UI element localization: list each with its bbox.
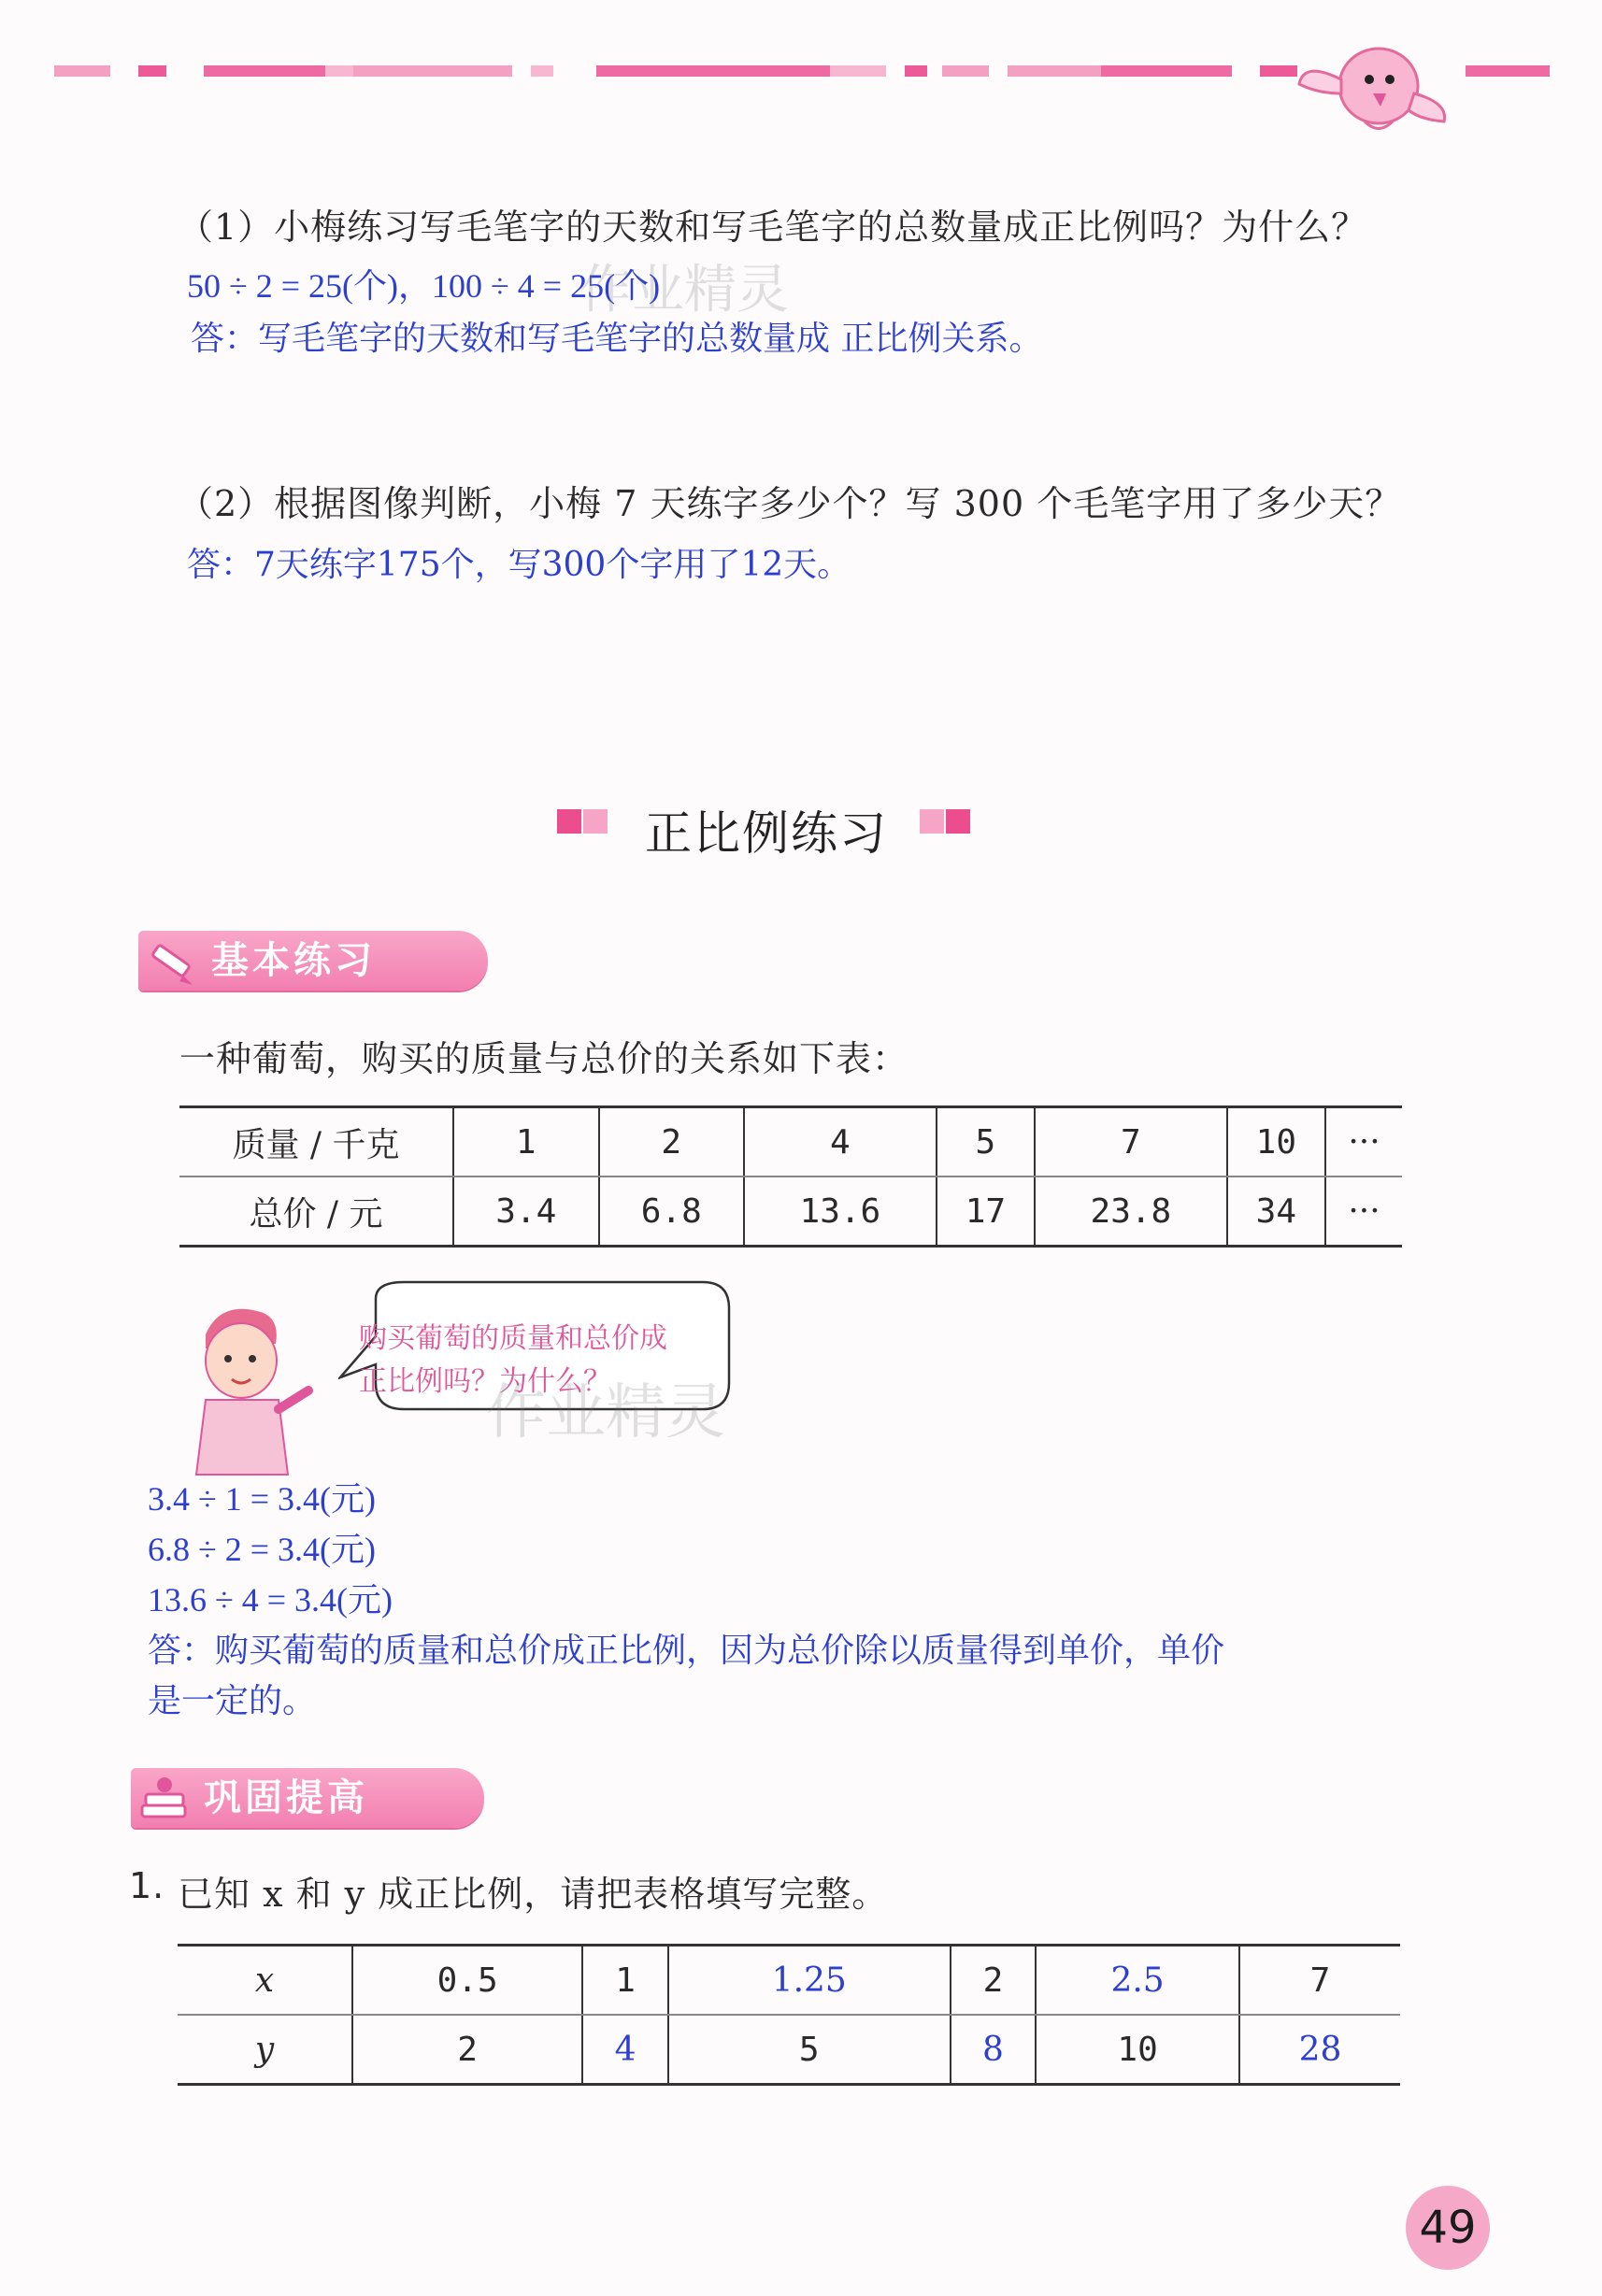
table-cell: 2 [951,1946,1037,2016]
pencil-icon [146,936,198,989]
xy-table [178,1944,1400,2086]
question-1: （1）小梅练习写毛笔字的天数和写毛笔字的总数量成正比例吗？为什么？ [178,207,1368,248]
table-cell: 10 [1227,1107,1325,1177]
advance-practice-label: 巩固提高 [204,1776,368,1819]
table-cell: 7 [1035,1107,1227,1177]
table-cell: 7 [1239,1946,1400,2016]
bubble-line-1: 购买葡萄的质量和总价成 [359,1322,667,1355]
table-row-price [179,1177,1402,1247]
table-cell: 3.4 [453,1177,599,1247]
table-cell: 2 [599,1107,745,1177]
basic-practice-tag [138,931,488,991]
table-row-x [178,1946,1400,2016]
bird-mascot-icon [1294,28,1453,150]
basic-answer-line-2: 6.8 ÷ 2 = 3.4(元) [148,1531,377,1568]
table-cell: 13.6 [744,1177,937,1247]
table-cell: 23.8 [1035,1177,1227,1247]
table-cell-filled: 28 [1239,2015,1400,2085]
table-cell: 34 [1227,1177,1325,1247]
question-1-calculation: 50 ÷ 2 = 25(个)，100 ÷ 4 = 25(个) [187,267,661,305]
table-cell-filled: 8 [951,2015,1037,2085]
table-cell: 17 [937,1177,1035,1247]
heading-square-left [557,809,581,834]
advance-practice-tag [131,1768,484,1828]
grape-price-table [179,1105,1402,1248]
table-cell: 10 [1036,2015,1239,2085]
table-cell: 2 [352,2015,582,2085]
question-1-answer: 答：写毛笔字的天数和写毛笔字的总数量成 正比例关系。 [191,320,1043,358]
table-cell: 5 [937,1107,1035,1177]
watermark-2: 作业精灵 [486,1378,725,1447]
question-2-answer: 答：7天练字175个，写300个字用了12天。 [187,546,851,584]
watermark-1: 作业精灵 [579,260,789,321]
boy-illustration [168,1297,318,1493]
table-cell: ··· [1325,1107,1402,1177]
heading-square-right-light [920,809,944,834]
basic-intro: 一种葡萄，购买的质量与总价的关系如下表： [179,1038,909,1079]
exercise-1-text: 已知 x 和 y 成正比例，请把表格填写完整。 [178,1874,889,1915]
table-cell: 总价 / 元 [179,1177,453,1247]
basic-answer-line-3: 13.6 ÷ 4 = 3.4(元) [148,1581,393,1619]
exercise-1-number: 1. [129,1865,165,1906]
basic-answer-line-4: 答：购买葡萄的质量和总价成正比例，因为总价除以质量得到单价，单价 [148,1632,1225,1670]
heading-square-left-light [583,809,608,834]
table-cell: 6.8 [599,1177,745,1247]
table-cell: 0.5 [352,1946,582,2016]
question-2: （2）根据图像判断，小梅 7 天练字多少个？写 300 个毛笔字用了多少天？ [178,483,1402,524]
table-cell: 质量 / 千克 [179,1107,453,1177]
section-title: 正比例练习 [645,806,888,861]
table-cell: ··· [1325,1177,1402,1247]
page-number: 49 [1406,2186,1490,2270]
table-cell: 5 [668,2015,951,2085]
table-cell: x [178,1946,352,2016]
table-cell-filled: 1.25 [668,1946,951,2016]
basic-answer-line-5: 是一定的。 [148,1682,317,1720]
basic-answer-line-1: 3.4 ÷ 1 = 3.4(元) [148,1480,377,1518]
basic-practice-label: 基本练习 [211,939,376,982]
table-cell-filled: 2.5 [1036,1946,1239,2016]
heading-square-right [946,809,970,834]
table-cell: 4 [744,1107,937,1177]
table-cell-filled: 4 [582,2015,668,2085]
books-icon [138,1774,191,1826]
table-cell: 1 [453,1107,599,1177]
table-cell: y [178,2015,352,2085]
table-cell: 1 [582,1946,668,2016]
bubble-line-2: 正比例吗？为什么？ [359,1365,611,1398]
table-row-mass [179,1107,1402,1177]
table-row-y [178,2015,1400,2085]
